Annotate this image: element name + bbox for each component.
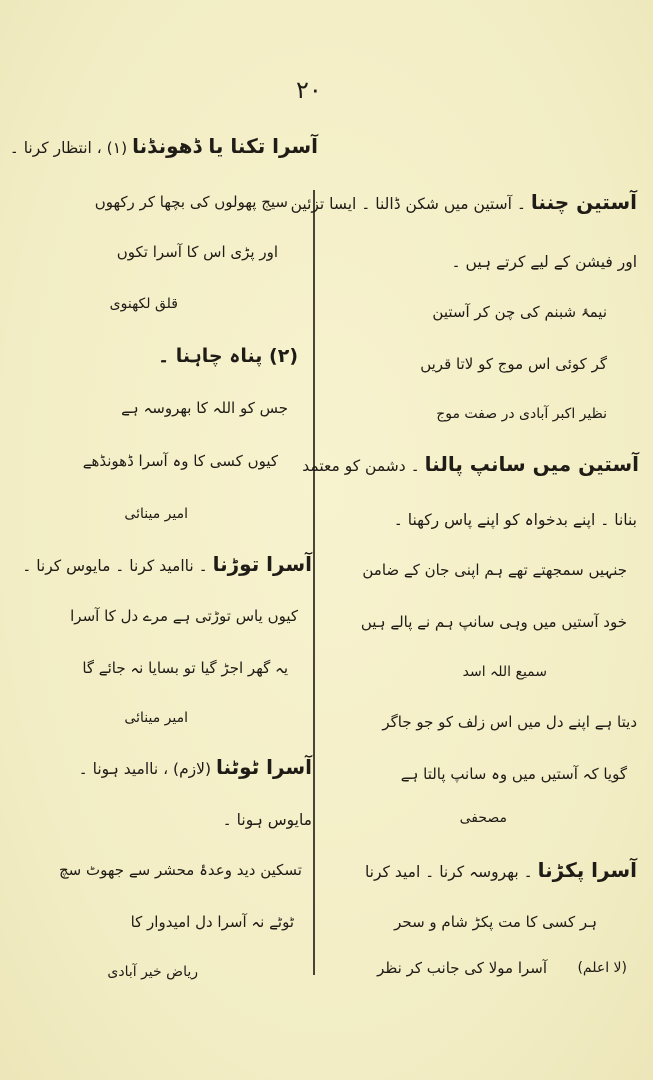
entry-heading: آستین میں سانپ پالنا — [424, 452, 639, 476]
entry-heading-line — [22, 552, 312, 578]
verse-line: آسرا مولا کی جانب کر نظر — [377, 959, 547, 977]
verse-line: اور پڑی اس کا آسرا تکوں — [116, 243, 278, 261]
verse-line: یہ گھر اجڑ گیا تو بسایا نہ جائے گا — [82, 659, 288, 677]
page-number: ۲۰ — [296, 76, 322, 104]
entry-definition: ۔ بھروسہ کرنا ۔ امید کرنا — [364, 863, 533, 881]
entry-heading-line — [302, 452, 639, 478]
entry-definition: ۔ ناامید کرنا ۔ مایوس کرنا ۔ — [22, 557, 208, 575]
entry-definition: (لازم) ، ناامید ہونا ۔ — [78, 760, 212, 778]
entry-heading-line — [291, 190, 637, 216]
verse-line: کیوں یاس توڑتی ہے مرے دل کا آسرا — [70, 607, 298, 625]
verse-line: جس کو اللہ کا بھروسہ ہے — [121, 399, 288, 417]
entry-heading: آسرا ٹوٹنا — [215, 755, 312, 779]
verse-line: خود آستیں میں وہی سانپ ہم نے پالے ہیں — [360, 613, 627, 631]
poet-name: سمیع اللہ اسد — [462, 664, 547, 680]
entry-heading-line — [10, 134, 318, 160]
entry-heading-line — [365, 858, 637, 884]
definition-continuation: مایوس ہونا ۔ — [222, 811, 312, 829]
entry-definition: ۔ آستین میں شکن ڈالنا ۔ ایسا تزئین — [290, 195, 526, 213]
verse-line: کیوں کسی کا وہ آسرا ڈھونڈھے — [82, 452, 278, 470]
verse-line: ٹوٹے نہ آسرا دل امیدوار کا — [130, 913, 294, 931]
sub-sense-heading: (۲) پناہ چاہنا ۔ — [158, 345, 298, 367]
entry-heading-line — [79, 755, 312, 781]
column-divider — [313, 190, 315, 975]
poet-name: (لا اعلم) — [577, 960, 627, 976]
entry-heading: آسرا توڑنا — [212, 552, 312, 576]
verse-line: گر کوئی اس موج کو لاتا قریں — [420, 355, 607, 373]
verse-line: دیتا ہے اپنے دل میں اس زلف کو جو جاگر — [382, 713, 637, 731]
poet-name: ریاض خیر آبادی — [107, 964, 198, 980]
definition-continuation: بنانا ۔ اپنے بدخواہ کو اپنے پاس رکھنا ۔ — [393, 511, 637, 529]
verse-line: جنہیں سمجھتے تھے ہم اپنی جان کے ضامن — [362, 561, 627, 579]
verse-line: گویا کہ آستیں میں وہ سانپ پالتا ہے — [400, 765, 627, 783]
entry-definition: ۔ دشمن کو معتمد — [302, 457, 420, 475]
poet-name: نظیر اکبر آبادی در صفت موج — [436, 406, 607, 422]
verse-line: ہر کسی کا مت پکڑ شام و سحر — [394, 913, 597, 931]
poet-name: امیر مینائی — [124, 710, 188, 726]
entry-heading: آستین چننا — [530, 190, 637, 214]
entry-heading: آسرا تکنا یا ڈھونڈنا — [132, 134, 318, 158]
entry-heading: آسرا پکڑنا — [537, 858, 637, 882]
verse-line: سیج پھولوں کی بچھا کر رکھوں — [94, 193, 288, 211]
entry-definition: (۱) ، انتظار کرنا ۔ — [9, 139, 128, 157]
poet-name: مصحفی — [459, 810, 507, 826]
poet-name: امیر مینائی — [124, 506, 188, 522]
verse-line: تسکین دید وعدۂ محشر سے جھوٹ سچ — [58, 861, 302, 879]
verse-line: نیمۂ شبنم کی چن کر آستین — [432, 303, 607, 321]
poet-name: قلق لکھنوی — [109, 296, 178, 312]
definition-continuation: اور فیشن کے لیے کرتے ہیں ۔ — [451, 253, 637, 271]
